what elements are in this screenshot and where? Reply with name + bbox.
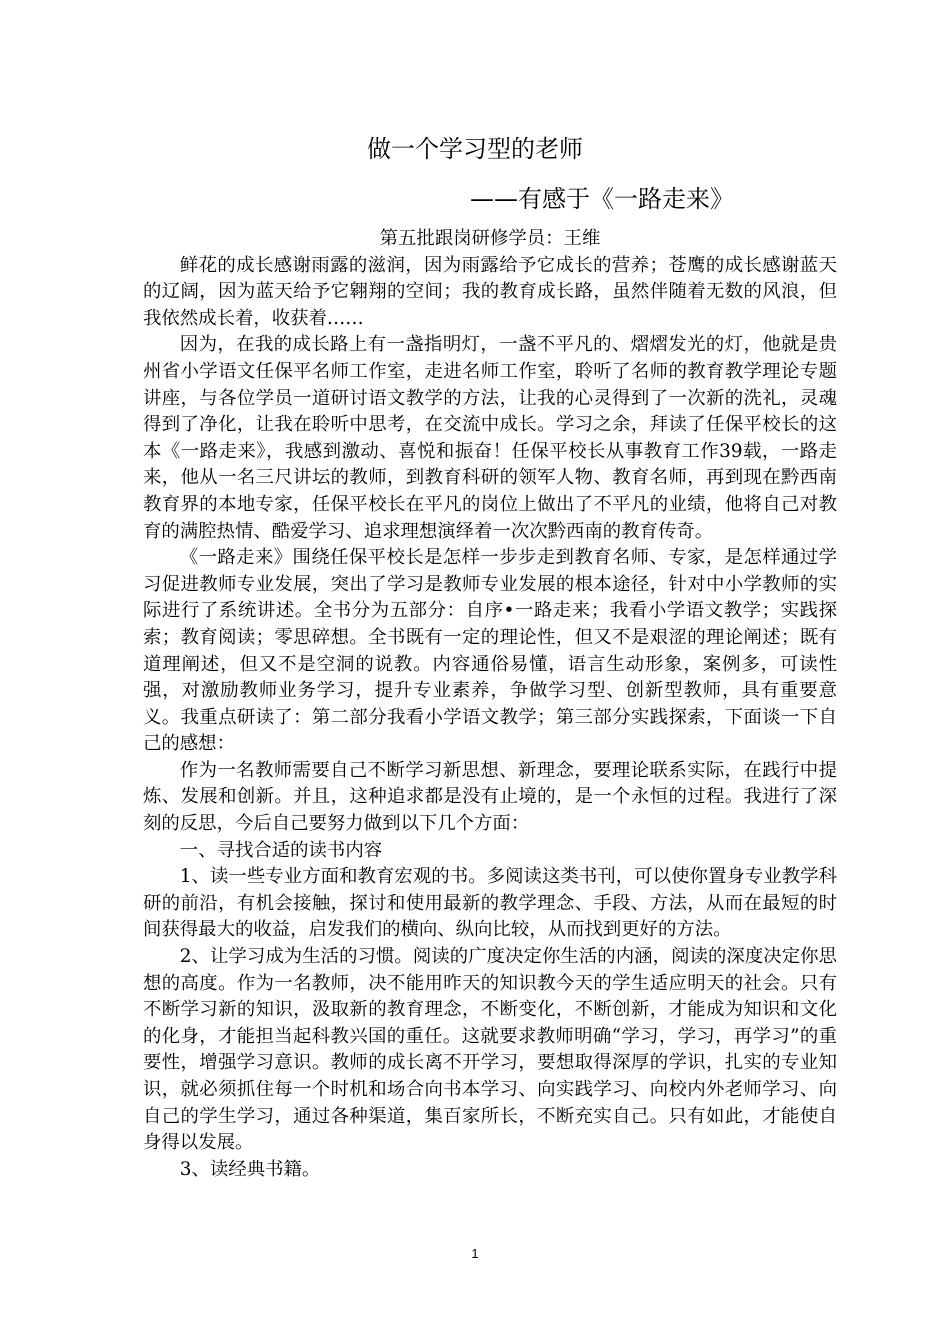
document-body: [143, 226, 837, 1183]
page-number: 1: [471, 1246, 479, 1261]
author-line: 第五批跟岗研修学员：王维: [379, 228, 601, 249]
document-subtitle: ——有感于《一路走来》: [470, 185, 734, 213]
paragraph: 因为，在我的成长路上有一盏指明灯，一盏不平凡的、熠熠发光的灯，他就是贵州省小学语文任保平名师工作室，走进名师工作室，聆听了名师的教育教学理论专题讲座，与各位学员一道研讨语文教学的方法，让我的心灵得到了一次新的洗礼，灵魂得到了净化，让我在聆听中思考，在交流中成长。学习之余，拜读了任保平校长的这本《一路走来》，我感到激动、喜悦和振奋！任保平校长从事教育工作39载，一路走来，他从一名三尺讲坛的教师，到教育科研的领军人物、教育名师，再到现在黔西南教育界的本地专家，任保平校长在平凡的岗位上做出了不平凡的业绩，他将自己对教育的满腔热情、酷爱学习、追求理想演绎着一次次黔西南的教育传奇。: [143, 334, 837, 542]
paragraph: 鲜花的成长感谢雨露的滋润，因为雨露给予它成长的营养；苍鹰的成长感谢蓝天的辽阔，因为蓝天给予它翱翔的空间；我的教育成长路，虽然伴随着无数的风浪，但我依然成长着，收获着……: [143, 254, 837, 329]
section-heading: 一、寻找合适的读书内容: [179, 839, 383, 861]
paragraph: 3、读经典书籍。: [179, 1158, 321, 1180]
paragraph: 2、让学习成为生活的习惯。阅读的广度决定你生活的内涵，阅读的深度决定你思想的高度。作为一名教师，决不能用昨天的知识教今天的学生适应明天的社会。只有不断学习新的知识，汲取新的教育理念，不断变化，不断创新，才能成为知识和文化的化身，才能担当起科教兴国的重任。这就要求教师明确“学习，学习，再学习”的重要性，增强学习意识。教师的成长离不开学习，要想取得深厚的学识，扎实的专业知识，就必须抓住每一个时机和场合向书本学习、向实践学习、向校内外老师学习、向自己的学生学习，通过各种渠道，集百家所长，不断充实自己。只有如此，才能使自身得以发展。: [143, 946, 837, 1154]
paragraph: 1、读一些专业方面和教育宏观的书。多阅读这类书刊，可以使你置身专业教学科研的前沿，有机会接触，探讨和使用最新的教学理念、手段、方法，从而在最短的时间获得最大的收益，启发我们的横向、纵向比较，从而找到更好的方法。: [143, 866, 837, 941]
document-title: 做一个学习型的老师: [367, 135, 583, 163]
paragraph: 作为一名教师需要自己不断学习新思想、新理念，要理论联系实际，在践行中提炼、发展和创新。并且，这种追求都是没有止境的，是一个永恒的过程。我进行了深刻的反思，今后自己要努力做到以下几个方面：: [143, 759, 837, 835]
paragraph: 《一路走来》围绕任保平校长是怎样一步步走到教育名师、专家，是怎样通过学习促进教师专业发展，突出了学习是教师专业发展的根本途径，针对中小学教师的实际进行了系统讲述。全书分为五部分：自序•一路走来；我看小学语文教学；实践探索；教育阅读；零思碎想。全书既有一定的理论性，但又不是艰涩的理论阐述；既有道理阐述，但又不是空洞的说教。内容通俗易懂，语言生动形象，案例多，可读性强，对激励教师业务学习，提升专业素养，争做学习型、创新型教师，具有重要意义。我重点研读了：第二部分我看小学语文教学；第三部分实践探索，下面谈一下自己的感想：: [143, 547, 837, 755]
